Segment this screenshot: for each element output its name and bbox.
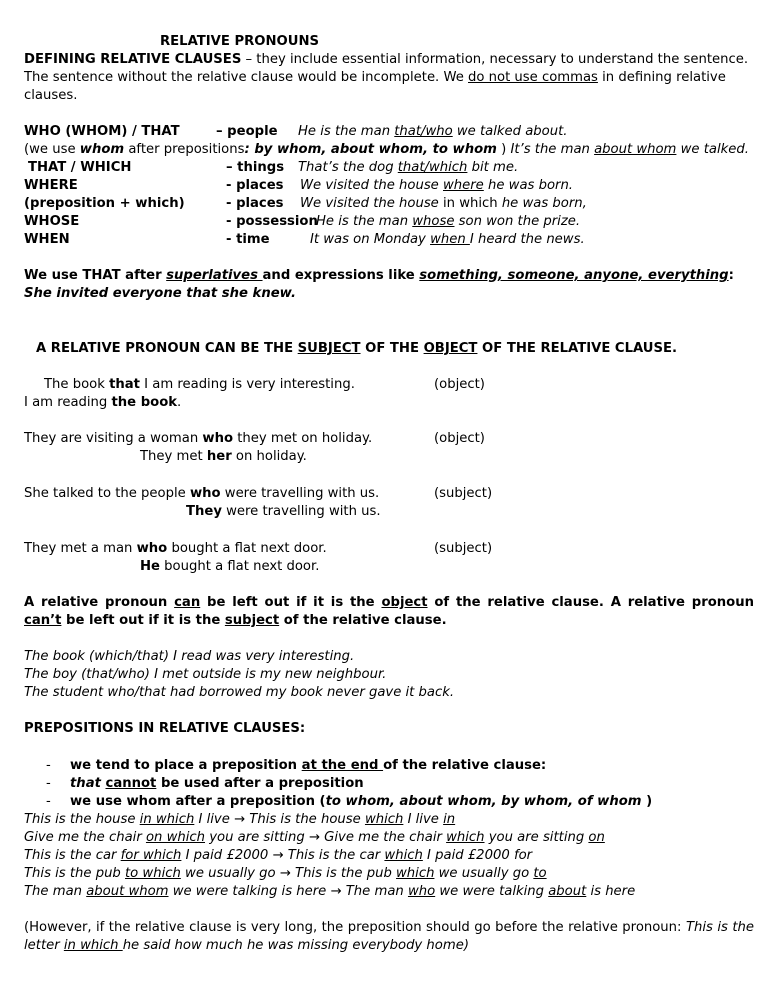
table-row-example: He is the man that/who we talked about. xyxy=(298,124,568,139)
example-tag: (object) xyxy=(434,431,485,446)
subject-object-heading: A RELATIVE PRONOUN CAN BE THE SUBJECT OF THE OBJECT OF THE RELATIVE CLAUSE. xyxy=(36,341,678,356)
preposition-example: Give me the chair on which you are sitting → Give me the chair which you are sitting on xyxy=(24,830,605,845)
preposition-example: This is the car for which I paid £2000 → This is the car which I paid £2000 for xyxy=(24,848,533,863)
superlatives-note: We use THAT after superlatives and expressions like something, someone, anyone, everything: xyxy=(24,268,734,283)
defining-intro-line2: The sentence without the relative clause would be incomplete. We do not use commas in defining relative xyxy=(24,70,726,85)
table-row-example: It was on Monday when I heard the news. xyxy=(310,232,585,247)
defining-intro-line1: DEFINING RELATIVE CLAUSES – they include essential information, necessary to understand the sentence. xyxy=(24,52,749,67)
example-tag: (subject) xyxy=(434,486,493,501)
table-row-type: - possession xyxy=(226,214,318,229)
italic-example: The book (which/that) I read was very interesting. xyxy=(24,649,355,664)
bullet-item: we tend to place a preposition at the end of the relative clause: xyxy=(70,758,547,773)
table-row-type: - places xyxy=(226,196,284,211)
defining-intro-line3: clauses. xyxy=(24,88,78,103)
example-sentence: They are visiting a woman who they met on holiday. xyxy=(24,431,373,446)
bullet-item: that cannot be used after a preposition xyxy=(70,776,364,791)
preposition-example: The man about whom we were talking is here → The man who we were talking about is here xyxy=(24,884,636,899)
table-row-example: He is the man whose son won the prize. xyxy=(316,214,581,229)
example-rewrite: I am reading the book. xyxy=(24,395,182,410)
example-sentence: The book that I am reading is very interesting. xyxy=(44,377,355,392)
table-row-type: - places xyxy=(226,178,284,193)
example-sentence: They met a man who bought a flat next door. xyxy=(24,541,327,556)
italic-example: The boy (that/who) I met outside is my new neighbour. xyxy=(24,667,387,682)
preposition-example: This is the pub to which we usually go → This is the pub which we usually go to xyxy=(24,866,547,881)
arrow-right-icon: → xyxy=(279,866,291,881)
prepositions-heading: PREPOSITIONS IN RELATIVE CLAUSES: xyxy=(24,721,306,736)
example-tag: (subject) xyxy=(434,541,493,556)
preposition-example: This is the house in which I live → This is the house which I live in xyxy=(24,812,456,827)
table-row: WHERE xyxy=(24,178,78,193)
example-rewrite: They met her on holiday. xyxy=(140,449,307,464)
example-rewrite: They were travelling with us. xyxy=(186,504,381,519)
arrow-right-icon: → xyxy=(272,848,284,863)
italic-example: The student who/that had borrowed my book never gave it back. xyxy=(24,685,455,700)
table-row: WHOSE xyxy=(24,214,80,229)
bullet-dash: - xyxy=(46,758,51,773)
left-out-rule: A relative pronoun can be left out if it is the object of the relative clause. A relative pronoun can’t be left out if it is the subject of the relative clause. xyxy=(24,595,754,628)
table-row: (preposition + which) xyxy=(24,196,185,211)
arrow-right-icon: → xyxy=(308,830,320,845)
table-row: WHO (WHOM) / THAT xyxy=(24,124,180,139)
table-row-type: – people xyxy=(216,124,278,139)
table-row-example: We visited the house where he was born. xyxy=(300,178,573,193)
table-row: WHEN xyxy=(24,232,70,247)
bullet-dash: - xyxy=(46,776,51,791)
bullet-item: we use whom after a preposition (to whom, about whom, by whom, of whom ) xyxy=(70,794,653,809)
table-row-example: That’s the dog that/which bit me. xyxy=(298,160,519,175)
arrow-right-icon: → xyxy=(234,812,246,827)
table-row: THAT / WHICH xyxy=(28,160,132,175)
table-row-example: We visited the house in which he was born, xyxy=(300,196,587,211)
bullet-dash: - xyxy=(46,794,51,809)
whom-note: (we use whom after prepositions: by whom, about whom, to whom ) It’s the man about whom we talked. xyxy=(24,142,749,157)
table-row-type: – things xyxy=(226,160,285,175)
example-rewrite: He bought a flat next door. xyxy=(140,559,320,574)
however-note: (However, if the relative clause is very long, the preposition should go before the relative pronoun: This is the letter in which he said how much he was missing everybody home) xyxy=(24,920,754,953)
arrow-right-icon: → xyxy=(330,884,342,899)
page-title: RELATIVE PRONOUNS xyxy=(160,34,319,49)
table-row-type: - time xyxy=(226,232,270,247)
superlatives-example: She invited everyone that she knew. xyxy=(24,286,297,301)
example-sentence: She talked to the people who were travelling with us. xyxy=(24,486,380,501)
example-tag: (object) xyxy=(434,377,485,392)
